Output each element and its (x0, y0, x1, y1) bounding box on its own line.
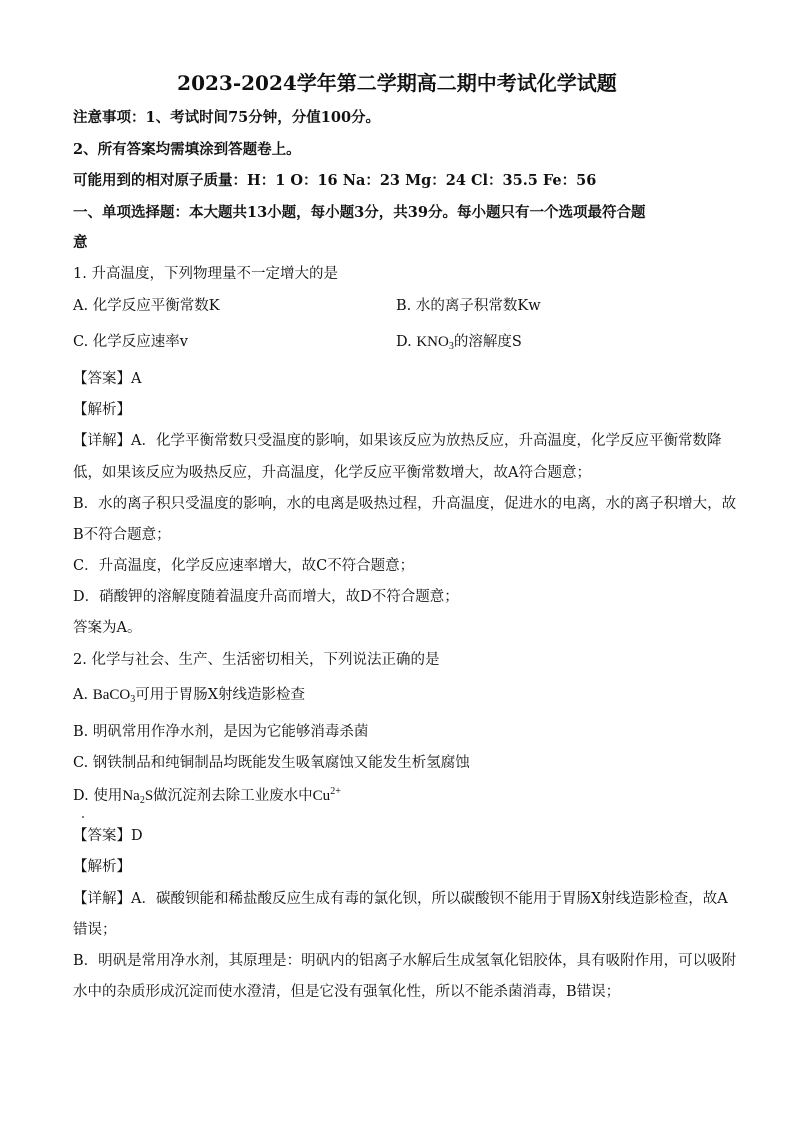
q1-detail-6: D．硝酸钾的溶解度随着温度升高而增大，故D不符合题意； (73, 589, 459, 605)
q2-detail-4: 水中的杂质形成沉淀而使水澄清，但是它没有强氧化性，所以不能杀菌消毒，B错误； (73, 984, 621, 1000)
notice-line-2: 2、所有答案均需填涂到答题卷上。 (73, 141, 301, 158)
baco3-formula: BaCO$_3$ (92, 687, 136, 705)
q1-detail-5: C．升高温度，化学反应速率增大，故C不符合题意； (73, 558, 415, 574)
q1-stem: 1. 升高温度，下列物理量不一定增大的是 (73, 266, 338, 282)
q1-answer: 【答案】A (73, 371, 142, 387)
q2-option-c: C. 钢铁制品和纯铜制品均既能发生吸氧腐蚀又能发生析氢腐蚀 (73, 755, 470, 771)
q2-option-a: A. BaCO$_3$可用于胃肠X射线造影检查 (73, 687, 306, 705)
q2-detail-3: B．明矾是常用净水剂，其原理是：明矾内的铝离子水解后生成氢氧化铝胶体，具有吸附作用，可以吸附 (73, 953, 737, 969)
q1-detail-3: B．水的离子积只受温度的影响，水的电离是吸热过程，升高温度，促进水的电离，水的离子积增大，故 (73, 496, 737, 512)
q1-detail-1: 【详解】A．化学平衡常数只受温度的影响，如果该反应为放热反应，升高温度，化学反应平衡常数降 (73, 433, 722, 449)
q2-stem: 2. 化学与社会、生产、生活密切相关，下列说法正确的是 (73, 652, 440, 668)
q2-answer: 【答案】D (73, 828, 143, 844)
q1-option-d-suffix: 的溶解度S (453, 334, 522, 350)
page-title: 2023-2024学年第二学期高二期中考试化学试题 (177, 71, 617, 95)
q1-option-d (396, 332, 522, 352)
section-heading-cont: 意 (73, 234, 88, 251)
q1-analysis-label: 【解析】 (73, 402, 131, 418)
q1-option-b: B. 水的离子积常数Kw (396, 298, 541, 314)
q1-option-c: C. 化学反应速率v (73, 334, 188, 350)
q1-option-a: A. 化学反应平衡常数K (73, 298, 220, 314)
q1-conclusion: 答案为A。 (73, 620, 142, 636)
cu2plus-formula: $Cu^{2+}$ (312, 786, 341, 804)
q2-option-d: D. 使用$Na_2S$做沉淀剂去除工业废水中$Cu^{2+}$ (73, 786, 341, 806)
q2-detail-1: 【详解】A．碳酸钡能和稀盐酸反应生成有毒的氯化钡，所以碳酸钡不能用于胃肠X射线造影检查，故A (73, 891, 728, 907)
q2-option-b: B. 明矾常用作净水剂，是因为它能够消毒杀菌 (73, 724, 369, 740)
section-heading: 一、单项选择题：本大题共13小题，每小题3分，共39分。每小题只有一个选项最符合题 (73, 204, 646, 221)
na2s-formula: $Na_2S$ (122, 788, 154, 806)
q1-detail-2: 低，如果该反应为吸热反应，升高温度，化学反应平衡常数增大，故A符合题意； (73, 465, 591, 481)
q2-analysis-label: 【解析】 (73, 859, 131, 875)
kno3-formula: $KNO_3$ (416, 334, 454, 352)
scan-dot (82, 816, 84, 818)
q1-option-d-prefix: D. (396, 334, 417, 350)
notice-line-1: 注意事项：1、考试时间75分钟，分值100分。 (73, 109, 381, 126)
q2-detail-2: 错误； (73, 922, 117, 938)
q1-detail-4: B不符合题意； (73, 527, 171, 543)
atomic-masses: 可能用到的相对原子质量：H：1 O：16 Na：23 Mg：24 Cl：35.5 Fe：56 (73, 172, 597, 189)
